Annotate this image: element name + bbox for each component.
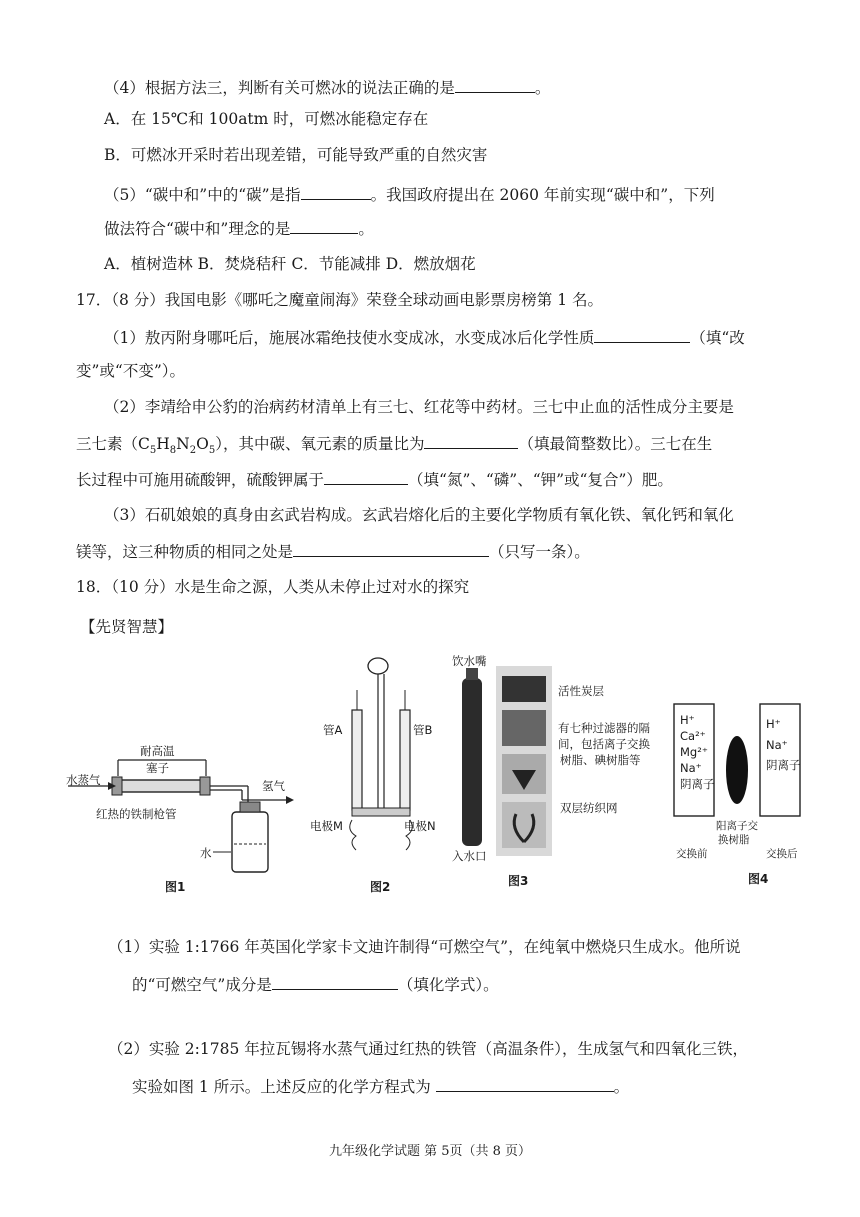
answer-blank[interactable] [424,434,518,449]
q16-part5: （5）“碳中和”中的“碳”是指 。我国政府提出在 2060 年前实现“碳中和”，下列 [104,186,715,204]
label-tube-b: 管B [413,723,433,737]
q17-part2: （2）李靖给申公豹的治病药材清单上有三七、红花等中药材。三七中止血的活性成分主要是 [104,398,734,416]
q17-part2-cont: 长过程中可施用硫酸钾，硫酸钾属于 （填“氮”、“磷”、“钾”或“复合”）肥。 [76,471,673,489]
figure-1-caption: 图1 [165,880,186,894]
label-electrode-n: 电极N [404,819,436,833]
label-carbon-layer: 活性炭层 [558,684,604,698]
option-b: B．可燃冰开采时若出现差错，可能导致严重的自然灾害 [104,146,488,164]
label-water: 水 [200,846,212,860]
label-steam: 水蒸气 [66,773,101,787]
answer-blank[interactable] [301,185,371,200]
ions-before: H⁺ Ca²⁺ Mg²⁺ Na⁺ 阴离子 [680,713,715,792]
figure-2-caption: 图2 [370,880,391,894]
label-mouthpiece: 饮水嘴 [452,654,487,668]
answer-blank[interactable] [436,1077,614,1092]
label-filter-3: 树脂、碘树脂等 [560,753,641,767]
label-filter-2: 间，包括离子交换 [558,737,650,751]
option-a: A．在 15℃和 100atm 时，可燃冰能稳定存在 [104,110,429,128]
figure-4-caption: 图4 [748,872,769,886]
figure-3-caption: 图3 [508,874,529,888]
q17-title: 17．（8 分）我国电影《哪吒之魔童闹海》荣登全球动画电影票房榜第 1 名。 [76,291,603,309]
label-filter-1: 有七种过滤器的隔 [558,721,650,735]
ions-after: H⁺ Na⁺ 阴离子 [766,717,801,773]
label-resin-1: 阳离子交 [716,820,758,832]
label-plug: 塞子 [146,761,169,775]
label-after: 交换后 [766,848,798,860]
q17-part1: （1）敖丙附身哪吒后，施展冰霜绝技使水变成冰，水变成冰后化学性质 （填“改 [104,329,745,347]
label-resin-2: 换树脂 [718,834,750,846]
answer-blank[interactable] [594,328,690,343]
answer-blank[interactable] [324,470,408,485]
q18-part2-cont: 实验如图 1 所示。上述反应的化学方程式为 。 [132,1078,630,1096]
figure-3 [456,666,556,860]
q16-part5-cont: 做法符合“碳中和”理念的是 。 [104,220,374,238]
q17-part1-cont: 变”或“不变”）。 [76,362,186,380]
label-inlet: 入水口 [452,849,487,863]
q17-part2-formula: 三七素$(C_5H_8N_2O_5)$，其中碳、氧元素的质量比为 （填最简整数比）。三七在生 [76,435,713,457]
q17-part3: （3）石矶娘娘的真身由玄武岩构成。玄武岩熔化后的主要化学物质有氧化铁、氧化钙和氧化 [104,506,734,524]
q16-options: A．植树造林 B．焚烧秸秆 C．节能减排 D．燃放烟花 [104,255,476,273]
label-iron-tube: 红热的铁制枪管 [96,807,177,821]
section-heading: 【先贤智慧】 [80,618,174,636]
q18-part1-cont: 的“可燃空气”成分是 （填化学式）。 [132,976,499,994]
q18-part2: （2）实验 2:1785 年拉瓦锡将水蒸气通过红热的铁管（高温条件），生成氢气和四氧化三铁， [108,1040,748,1058]
q16-part4: （4）根据方法三，判断有关可燃冰的说法正确的是 。 [104,79,551,97]
label-mesh: 双层纺织网 [560,801,618,815]
answer-blank[interactable] [272,975,398,990]
label-tube-a: 管A [323,723,343,737]
answer-blank[interactable] [293,542,489,557]
label-electrode-m: 电极M [310,819,343,833]
answer-blank[interactable] [290,219,358,234]
q17-part3-cont: 镁等，这三种物质的相同之处是 （只写一条）。 [76,543,590,561]
q18-part1: （1）实验 1:1766 年英国化学家卡文迪许制得“可燃空气”，在纯氧中燃烧只生成水。他所说 [108,938,741,956]
answer-blank[interactable] [455,78,535,93]
label-heat-resistant: 耐高温 [140,744,175,758]
page-footer: 九年级化学试题 第 5页（共 8 页） [328,1144,532,1159]
label-hydrogen: 氢气 [262,779,285,793]
q18-title: 18．（10 分）水是生命之源，人类从未停止过对水的探究 [76,578,470,596]
label-before: 交换前 [676,848,708,860]
